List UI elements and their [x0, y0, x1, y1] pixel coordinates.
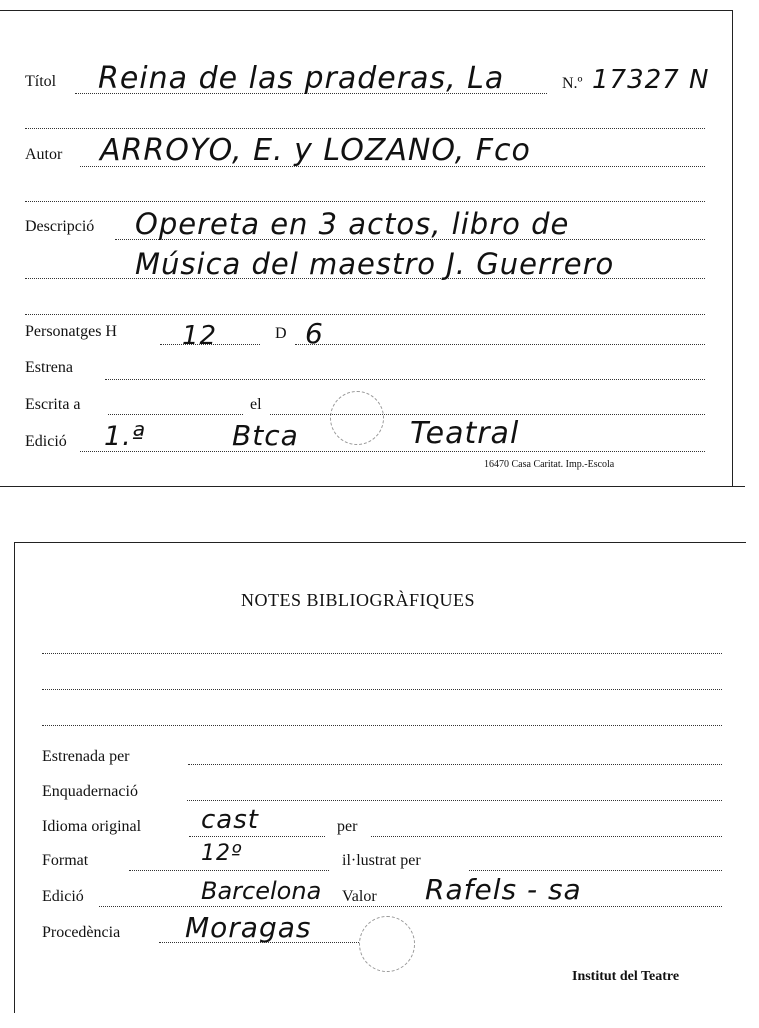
titol-value: Reina de las praderas, La: [98, 61, 505, 96]
catalog-card-front: [0, 10, 733, 487]
num-label: N.º: [562, 75, 583, 92]
estrenada-label: Estrenada per: [42, 748, 130, 765]
titol-label: Títol: [25, 73, 57, 90]
edicio-value-3: Teatral: [410, 416, 520, 451]
card-heading: NOTES BIBLIOGRÀFIQUES: [241, 590, 476, 610]
edicio-label-2: Edició: [42, 888, 84, 905]
idioma-label: Idioma original: [42, 818, 142, 835]
edicio-value-1: 1.ª: [104, 421, 146, 452]
el-label: el: [250, 396, 262, 413]
edicio-place-value: Barcelona: [201, 877, 322, 905]
valor-value: Rafels - sa: [425, 873, 582, 906]
edicio-label: Edició: [25, 433, 67, 450]
per-label: per: [337, 818, 358, 835]
card-edge: [0, 486, 745, 487]
descripcio-value-line1: Opereta en 3 actos, libro de: [135, 207, 570, 241]
valor-label: Valor: [342, 888, 377, 905]
num-value: 17327 N: [592, 65, 710, 95]
procedencia-label: Procedència: [42, 924, 121, 941]
printer-imprint: 16470 Casa Caritat. Imp.-Escola: [484, 459, 615, 470]
personatges-d-value: 6: [305, 317, 324, 350]
descripcio-value-line2: Música del maestro J. Guerrero: [135, 247, 615, 281]
autor-value: ARROYO, E. y LOZANO, Fco: [100, 133, 531, 168]
format-label: Format: [42, 852, 89, 869]
punch-hole: [330, 391, 384, 445]
procedencia-value: Moragas: [185, 911, 312, 944]
escrita-label: Escrita a: [25, 396, 81, 413]
idioma-value: cast: [201, 805, 259, 835]
edicio-value-2: Btca: [232, 419, 299, 452]
d-label: D: [275, 325, 287, 342]
personatges-h-value: 12: [182, 321, 218, 351]
catalog-card-back: [14, 542, 746, 1013]
descripcio-label: Descripció: [25, 218, 95, 235]
enquadernacio-label: Enquadernació: [42, 783, 138, 800]
autor-label: Autor: [25, 146, 63, 163]
institution-name: Institut del Teatre: [572, 969, 680, 984]
estrena-label: Estrena: [25, 359, 73, 376]
illustrat-label: il·lustrat per: [342, 852, 421, 869]
personatges-label: Personatges H: [25, 323, 117, 340]
format-value: 12º: [201, 841, 243, 866]
punch-hole: [359, 916, 415, 972]
